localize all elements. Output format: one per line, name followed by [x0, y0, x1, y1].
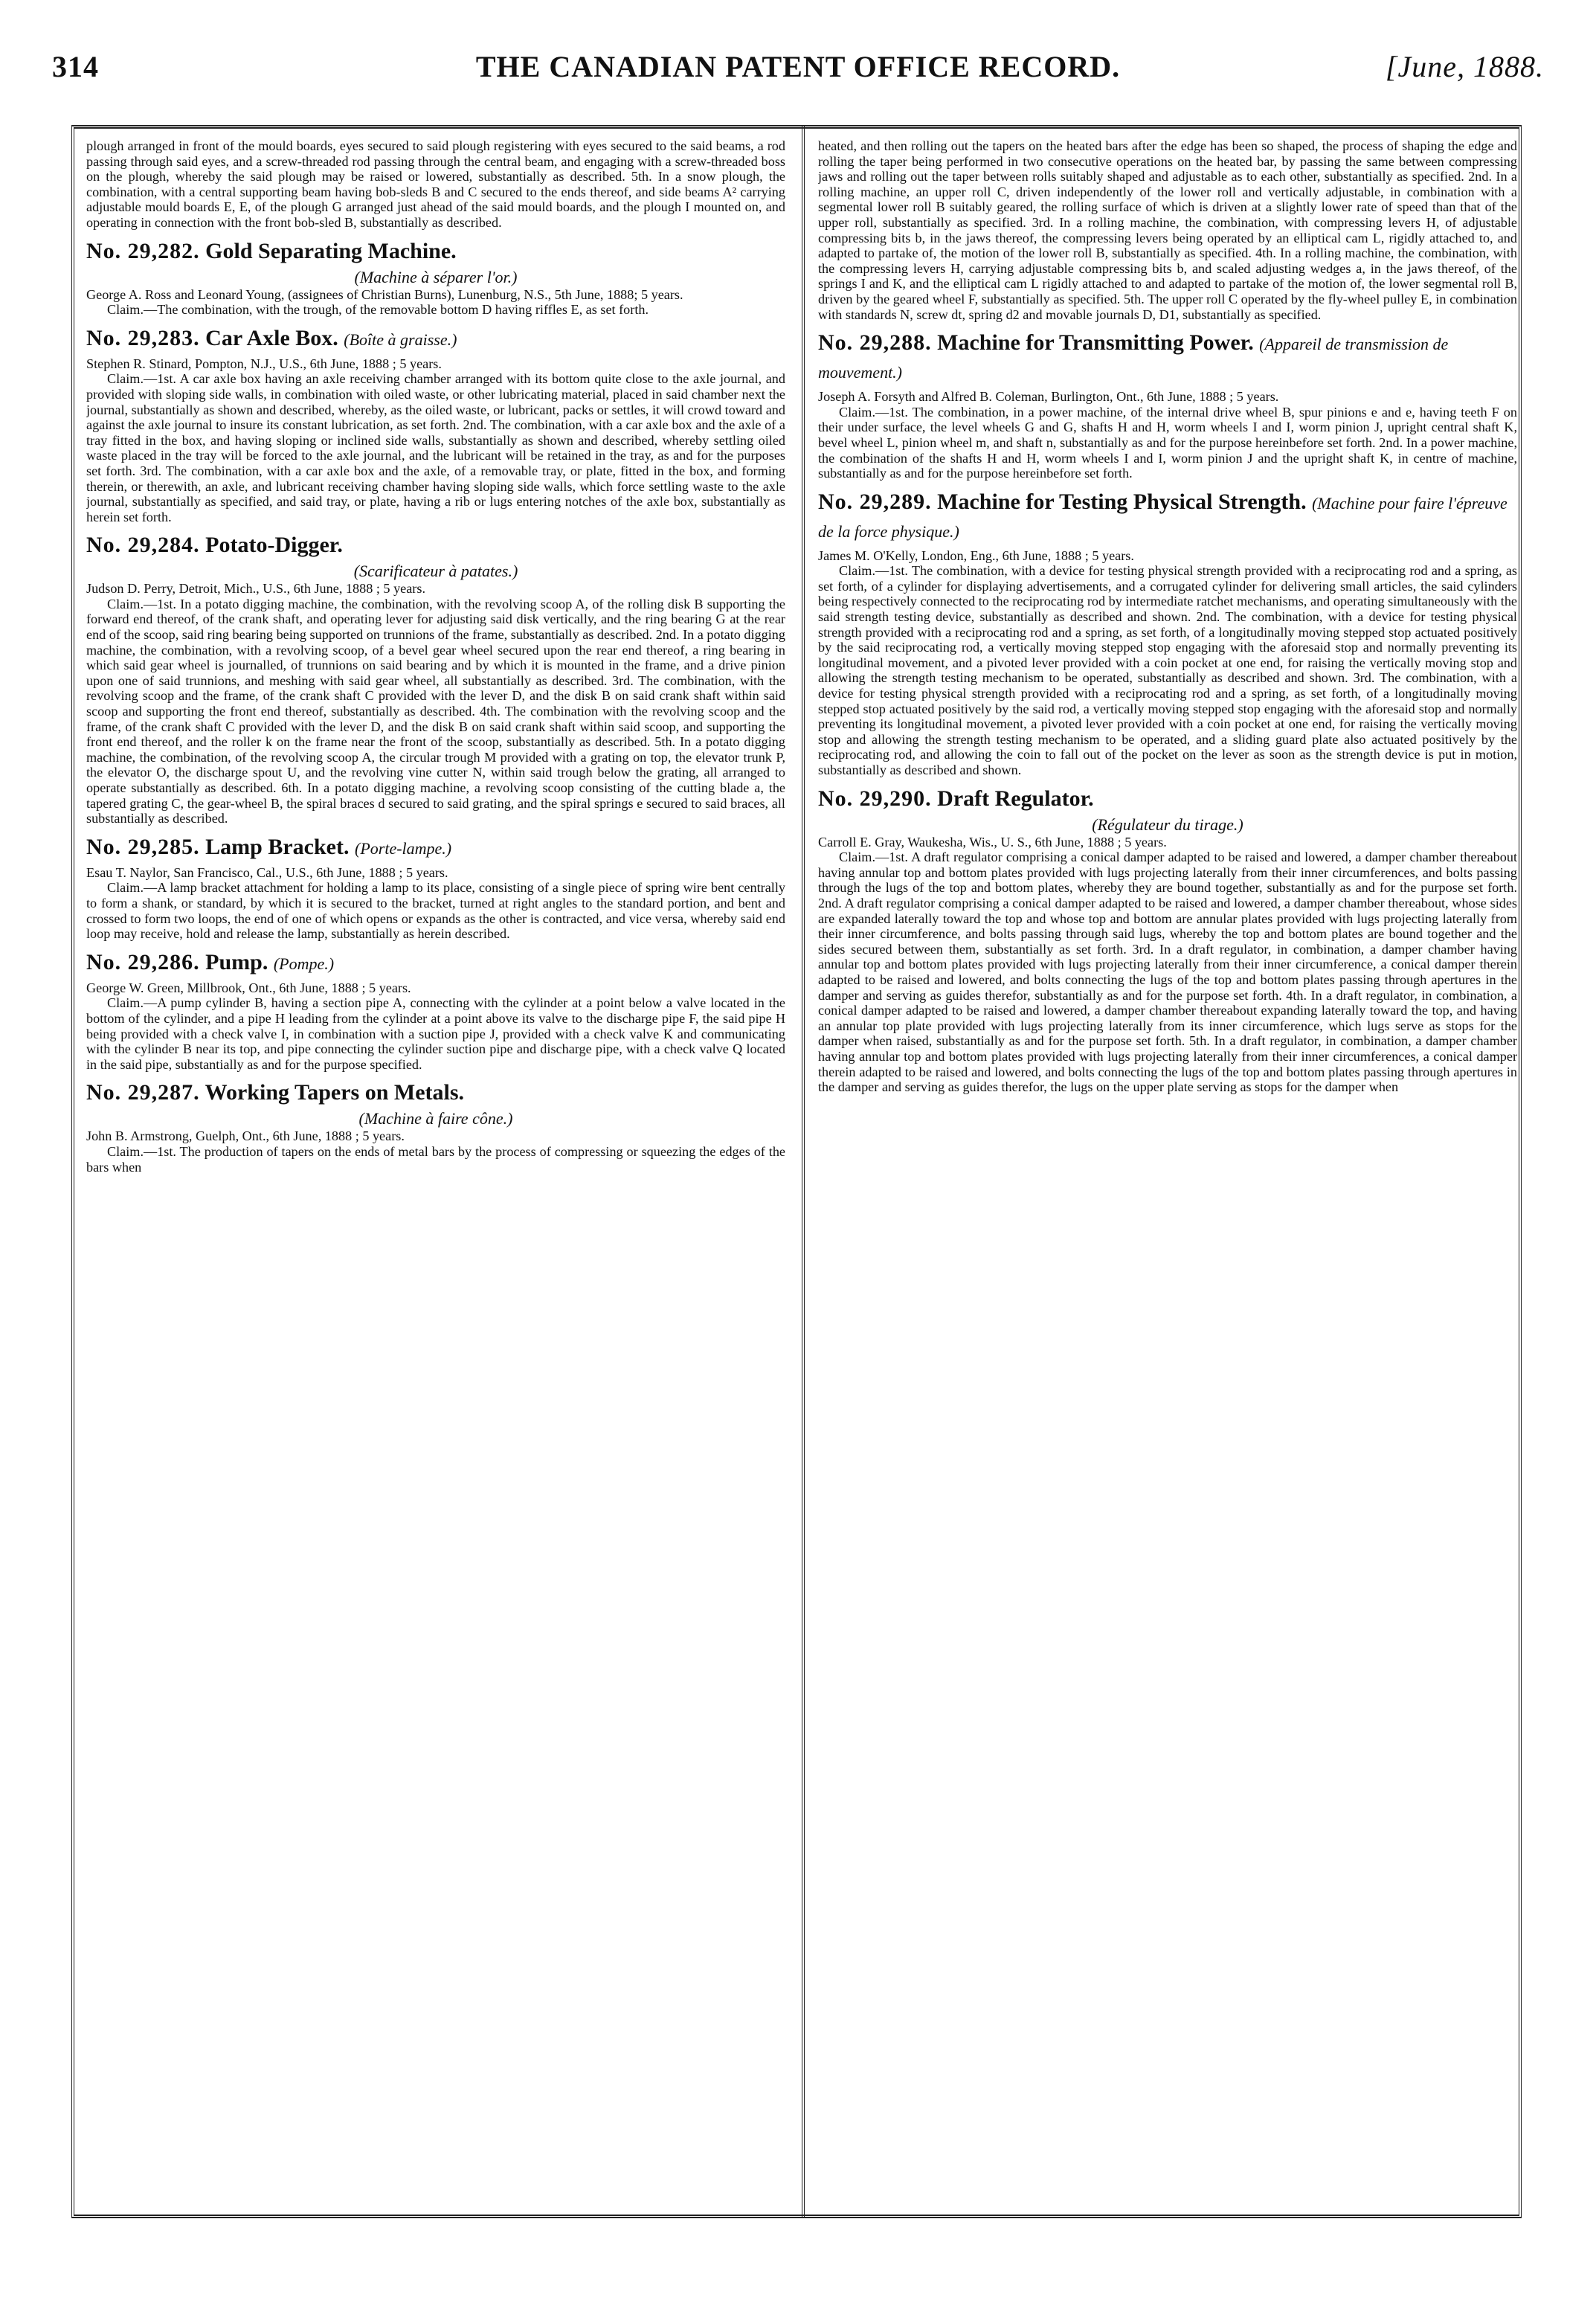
patent-claim: Claim.—1st. The combination, with a device for testing physical strength provided with a reciprocating rod and a spring, as set forth, of a cylinder for displaying advertisements, and a corrugated cylinder for delivering small articles, the said cylinders being respectively connected to the reciprocating rod by intermediate ratchet mechanisms, and operating simultaneously with the said strength testing device, substantially as described and shown. 2nd. The combination, with a device for testing physical strength provided with a reciprocating rod and a spring, as set forth, of a longitudinally moving stepped stop actuated positively by the said reciprocating rod, a vertically moving stepped stop engaging with the aforesaid stop and normally preventing its longitudinal movement, and a pivoted lever provided with a coin pocket at one end, for raising the vertically moving stop and allowing the strength testing mechanism to be operated, substantially as described and shown. 3rd. The combination, with a device for testing physical strength provided with a reciprocating rod and a spring, as set forth, of a longitudinally moving stepped stop actuated positively by the said rod, a vertically moving stepped stop engaging with the aforesaid stop and normally preventing its longitudinal movement, a pivoted lever provided with a coin pocket at one end, for raising the vertically moving stop and allowing the strength testing mechanism to be operated, and a sliding guard plate also actuated positively by the reciprocating rod, and allowing the coin to fall out of the pocket on the lever as soon as the strength device is put in motion, substantially as described and shown.: [818, 563, 1517, 777]
patent-number: No. 29,289.: [818, 489, 932, 514]
patent-number: No. 29,283.: [86, 325, 200, 350]
patent-heading: [86, 325, 785, 353]
patent-claim: Claim.—1st. The production of tapers on the ends of metal bars by the process of compressing or squeezing the edges of the bars when: [86, 1143, 785, 1175]
page-header: [52, 49, 1544, 94]
patent-inventor: Carroll E. Gray, Waukesha, Wis., U. S., 6th June, 1888 ; 5 years.: [818, 834, 1167, 850]
patent-entry: [86, 238, 785, 318]
patent-heading: [86, 949, 785, 977]
patent-claim: Claim.—The combination, with the trough, of the removable bottom D having riffles E, as set forth.: [107, 302, 649, 318]
patent-french-title: (Machine à faire cône.): [358, 1109, 513, 1128]
patent-inventor: Joseph A. Forsyth and Alfred B. Coleman, Burlington, Ont., 6th June, 1888 ; 5 years.: [818, 389, 1279, 405]
patent-heading: [818, 330, 1517, 386]
patent-french-title: (Scarificateur à patates.): [353, 562, 518, 581]
patent-title: Machine for Testing Physical Strength.: [937, 489, 1307, 514]
patent-heading: [86, 834, 785, 862]
right-column: [818, 138, 1517, 2206]
page-number: 314: [52, 50, 99, 83]
patent-entry: [818, 489, 1517, 778]
patent-entry: [86, 325, 785, 525]
patent-heading: [818, 786, 1517, 812]
patent-french-title: (Pompe.): [273, 954, 335, 973]
patent-inventor: George W. Green, Millbrook, Ont., 6th June, 1888 ; 5 years.: [86, 980, 411, 995]
patent-french-title: (Boîte à graisse.): [344, 330, 457, 349]
patent-heading: [818, 489, 1517, 545]
patent-inventor: Esau T. Naylor, San Francisco, Cal., U.S., 6th June, 1888 ; 5 years.: [86, 864, 448, 880]
patent-french-title: (Machine à séparer l'or.): [354, 267, 518, 286]
patent-number: No. 29,284.: [86, 533, 200, 558]
patent-number: No. 29,282.: [86, 238, 200, 263]
patent-entry: [818, 330, 1517, 481]
patent-french-title: (Porte-lampe.): [355, 838, 452, 858]
patent-number: No. 29,288.: [818, 330, 932, 356]
publication-title: THE CANADIAN PATENT OFFICE RECORD.: [475, 50, 1121, 83]
patent-heading: [86, 238, 785, 265]
patent-heading: [86, 532, 785, 559]
patent-title: Lamp Bracket.: [205, 834, 350, 859]
patent-number: No. 29,286.: [86, 949, 200, 974]
patent-entry: [86, 532, 785, 826]
patent-claim: Claim.—1st. A car axle box having an axle receiving chamber arranged with its bottom quite close to the axle journal, and provided with sloping side walls, in combination with oiled waste, or other lubricating material, placed in said chamber next the journal, substantially as shown and described, whereby, as the oiled waste, or lubricant, packs or settles, it will crowd toward and against the axle journal to insure its constant lubrication, as set forth. 2nd. The combination, with a car axle box and the axle of a tray fitted in the box, and having sloping or inclined side walls, substantially as shown and described, whereby settling oiled waste placed in the tray will be forced to the axle journal, and the lubricant will be retained in the tray, as and for the purposes set forth. 3rd. The combination, with a car axle box and the axle, of a removable tray, or plate, fitted in the box, and forming therein, or therewith, an axle, and lubricant receiving chamber having sloping side walls, which force settling waste to the axle journal, substantially as specified, and said tray, or plate, having a rib or lugs entering notches of the axle box, substantially as herein set forth.: [86, 371, 785, 524]
patent-inventor: George A. Ross and Leonard Young, (assignees of Christian Burns), Lunenburg, N.S., 5th June, 1888; 5 years.: [86, 286, 683, 302]
patent-entry: [86, 1079, 785, 1175]
patent-inventor: Judson D. Perry, Detroit, Mich., U.S., 6th June, 1888 ; 5 years.: [86, 581, 425, 597]
continued-claim: heated, and then rolling out the tapers on the heated bars after the edge has been so shaped, the process of shaping the edge and rolling the taper being performed in two consecutive operations on the heated bar, by passing the same between compressing jaws and rolling out the taper between rolls suitably shaped and adjustable as to each other, substantially as specified. 2nd. In a rolling machine, an upper roll C, driven independently of the lower roll and vertically adjustable, in combination with a segmental lower roll B suitably geared, the rolling surface of which is driven at a slightly lower rate of speed than that of the upper roll, substantially as specified. 3rd. In a rolling machine, the combination, with compressing levers H, of adjustable compressing bits b, in the jaws thereof, the compressing levers being operated by an elliptical cam L, rigidly attached to, and adapted to partake of, the motion of the lower roll B, substantially as specified. 4th. In a rolling machine, the combination, with the compressing levers H, carrying adjustable compressing bits b, and scaled adjusting wedges a, in the jaws thereof, of the springs I and K, and the elliptical cam L rigidly attached to and adapted to partake of the motion of, the lower segmental roll B, driven by the geared wheel F, substantially as specified. 5th. The upper roll C operated by the fly-wheel pulley E, in combination with standards N, screw dt, spring d2 and movable journals D, D1, substantially as specified.: [818, 138, 1517, 322]
patent-french-title: (Machine pour faire l'épreuve de la force physique.): [818, 493, 1507, 541]
issue-date: [June, 1888.: [1385, 50, 1544, 83]
patent-title: Potato-Digger.: [205, 533, 343, 558]
continued-claim: plough arranged in front of the mould boards, eyes secured to said plough registering with eyes secured to the said beams, a rod passing through said eyes, and a screw-threaded rod passing through the central beam, and engaging with a screw-threaded boss on the plough, whereby the said plough may be raised or lowered, substantially as described. 5th. In a snow plough, the combination, with a central supporting beam having bob-sleds B and C secured to the ends thereof, and side beams A² carrying adjustable mould boards E, E, of the plough G arranged just ahead of the said mould boards, and the plough I mounted on, and operating in connection with the front bob-sled B, substantially as described.: [86, 138, 785, 230]
patent-entry: [86, 949, 785, 1073]
patent-title: Draft Regulator.: [937, 786, 1094, 811]
patent-heading: [86, 1079, 785, 1106]
patent-claim: Claim.—A lamp bracket attachment for holding a lamp to its place, consisting of a single piece of spring wire bent centrally to form a shank, or standard, by which it is secured to the bracket, turned at right angles to the standard portion, and bent and crossed to form two loops, the end of one of which opens or expands as the other is contracted, and vice versa, whereby said end loop may receive, hold and release the lamp, substantially as herein described.: [86, 880, 785, 942]
patent-number: No. 29,285.: [86, 834, 200, 859]
patent-claim: Claim.—1st. A draft regulator comprising a conical damper adapted to be raised and lowered, a damper chamber thereabout having annular top and bottom plates provided with lugs projecting laterally from their inner circumferences, and bolts passing through the lugs of the top and bottom plates, whereby they are bound together, substantially as and for the purpose set forth. 2nd. A draft regulator comprising a conical damper adapted to be raised and lowered, a damper chamber thereabout, whose sides are expanded laterally toward the top and whose top and bottom are annular plates provided with lugs projecting laterally from their inner circumference, and bolts passing through said lugs, whereby the top and bottom plates are bound together and the sides secured between them, substantially as set forth. 3rd. In a draft regulator, in combination, a damper chamber having annular top and bottom plates provided with lugs projecting laterally from their inner circumference, a conical damper therein adapted to be raised and lowered, and bolts connecting the lugs of the top and bottom plates passing through apertures in the damper and serving as guides therefor, substantially as and for the purpose set forth. 4th. In a draft regulator, in combination, a conical damper adapted to be raised and lowered, a damper chamber thereabout expanding laterally toward the top, and having an annular top plate provided with lugs projecting laterally from its inner circumference, which lugs serve as stops for the damper when raised, substantially as and for the purpose set forth. 5th. In a draft regulator, in combination, a damper chamber having annular top and bottom plates provided with lugs projecting laterally from their inner circumferences, a conical damper therein adapted to be raised and lowered, and bolts connecting the lugs of the top and bottom plates passing through apertures in the damper and serving as guides therefor, the lugs on the upper plate serving as stops for the damper when: [818, 850, 1517, 1095]
patent-french-title: (Régulateur du tirage.): [1092, 815, 1243, 834]
patent-french-title: (Appareil de transmission de mouvement.): [818, 335, 1449, 382]
patent-inventor: Stephen R. Stinard, Pompton, N.J., U.S., 6th June, 1888 ; 5 years.: [86, 356, 442, 371]
patent-title: Car Axle Box.: [205, 325, 338, 350]
patent-claim: Claim.—A pump cylinder B, having a section pipe A, connecting with the cylinder at a point below a valve located in the bottom of the cylinder, and a pipe H leading from the cylinder at a point above its valve to the discharge pipe F, the said pipe H being provided with a check valve I, in combination with a suction pipe J, provided with a check valve K and communicating with the cylinder B near its top, and pipe connecting the cylinder suction pipe and discharge pipe, with a check valve Q located in the said pipe, substantially as and for the purpose specified.: [86, 995, 785, 1072]
patent-title: Pump.: [205, 949, 268, 974]
patent-entry: [86, 834, 785, 942]
patent-title: Machine for Transmitting Power.: [937, 330, 1254, 356]
patent-claim: Claim.—1st. In a potato digging machine, the combination, with the revolving scoop A, of the rolling disk B supporting the forward end thereof, of the crank shaft, and operating lever for adjusting said disk vertically, and the ring bearing G at the rear end of the scoop, said ring bearing being supported on trunnions of the frame, substantially as described. 2nd. In a potato digging machine, the combination, with a revolving scoop, of a bevel gear wheel secured upon the rear end thereof, a ring bearing in which said gear wheel is journalled, of trunnions on said bearing and by which it is mounted in the frame, and a drive pinion upon one of said trunnions, and meshing with said gear wheel, all substantially as described. 3rd. The combination, with the revolving scoop and the frame, of the crank shaft C provided with the lever D, and the disk B on said crank shaft within said scoop and supporting the front end thereof, substantially as described. 4th. The combination with the revolving scoop and the frame, of the crank shaft C provided with the lever D, and the disk B on said crank shaft within said scoop, and supporting the front end thereof, and the roller k on the frame near the front of the scoop, substantially as described. 5th. In a potato digging machine, the combination, of the revolving scoop A, the circular trough M provided with a grating on top, the elevator trunk P, the elevator O, the discharge spout U, and the revolving vine cutter N, within said trough below the grating, all arranged to operate substantially as described. 6th. In a potato digging machine, a revolving scoop consisting of the cutting blade a, the tapered grating C, the gear-wheel B, the spiral braces d secured to said grating, and the spiral springs e secured to said braces, all substantially as described.: [86, 596, 785, 826]
patent-number: No. 29,287.: [86, 1080, 200, 1105]
column-divider: [802, 125, 805, 2218]
patent-title: Gold Separating Machine.: [205, 238, 457, 263]
patent-title: Working Tapers on Metals.: [205, 1080, 465, 1105]
left-column: [86, 138, 785, 2206]
patent-claim: Claim.—1st. The combination, in a power machine, of the internal drive wheel B, spur pinions e and e, having teeth F on their under surface, the level wheels G and G, shafts H and H, worm wheels I and I, worm pinion J, upright central shaft K, bevel wheel L, pinion wheel m, and shaft n, substantially as and for the purpose hereinbefore set forth. 2nd. In a power machine, the combination of the shafts H and H, worm wheels I and I, worm pinion J and the upright shaft K, in centre of machine, substantially as and for the purpose hereinbefore set forth.: [818, 404, 1517, 481]
patent-number: No. 29,290.: [818, 786, 932, 811]
patent-inventor: James M. O'Kelly, London, Eng., 6th June, 1888 ; 5 years.: [818, 547, 1134, 563]
patent-entry: [818, 786, 1517, 1095]
patent-inventor: John B. Armstrong, Guelph, Ont., 6th June, 1888 ; 5 years.: [86, 1128, 405, 1144]
